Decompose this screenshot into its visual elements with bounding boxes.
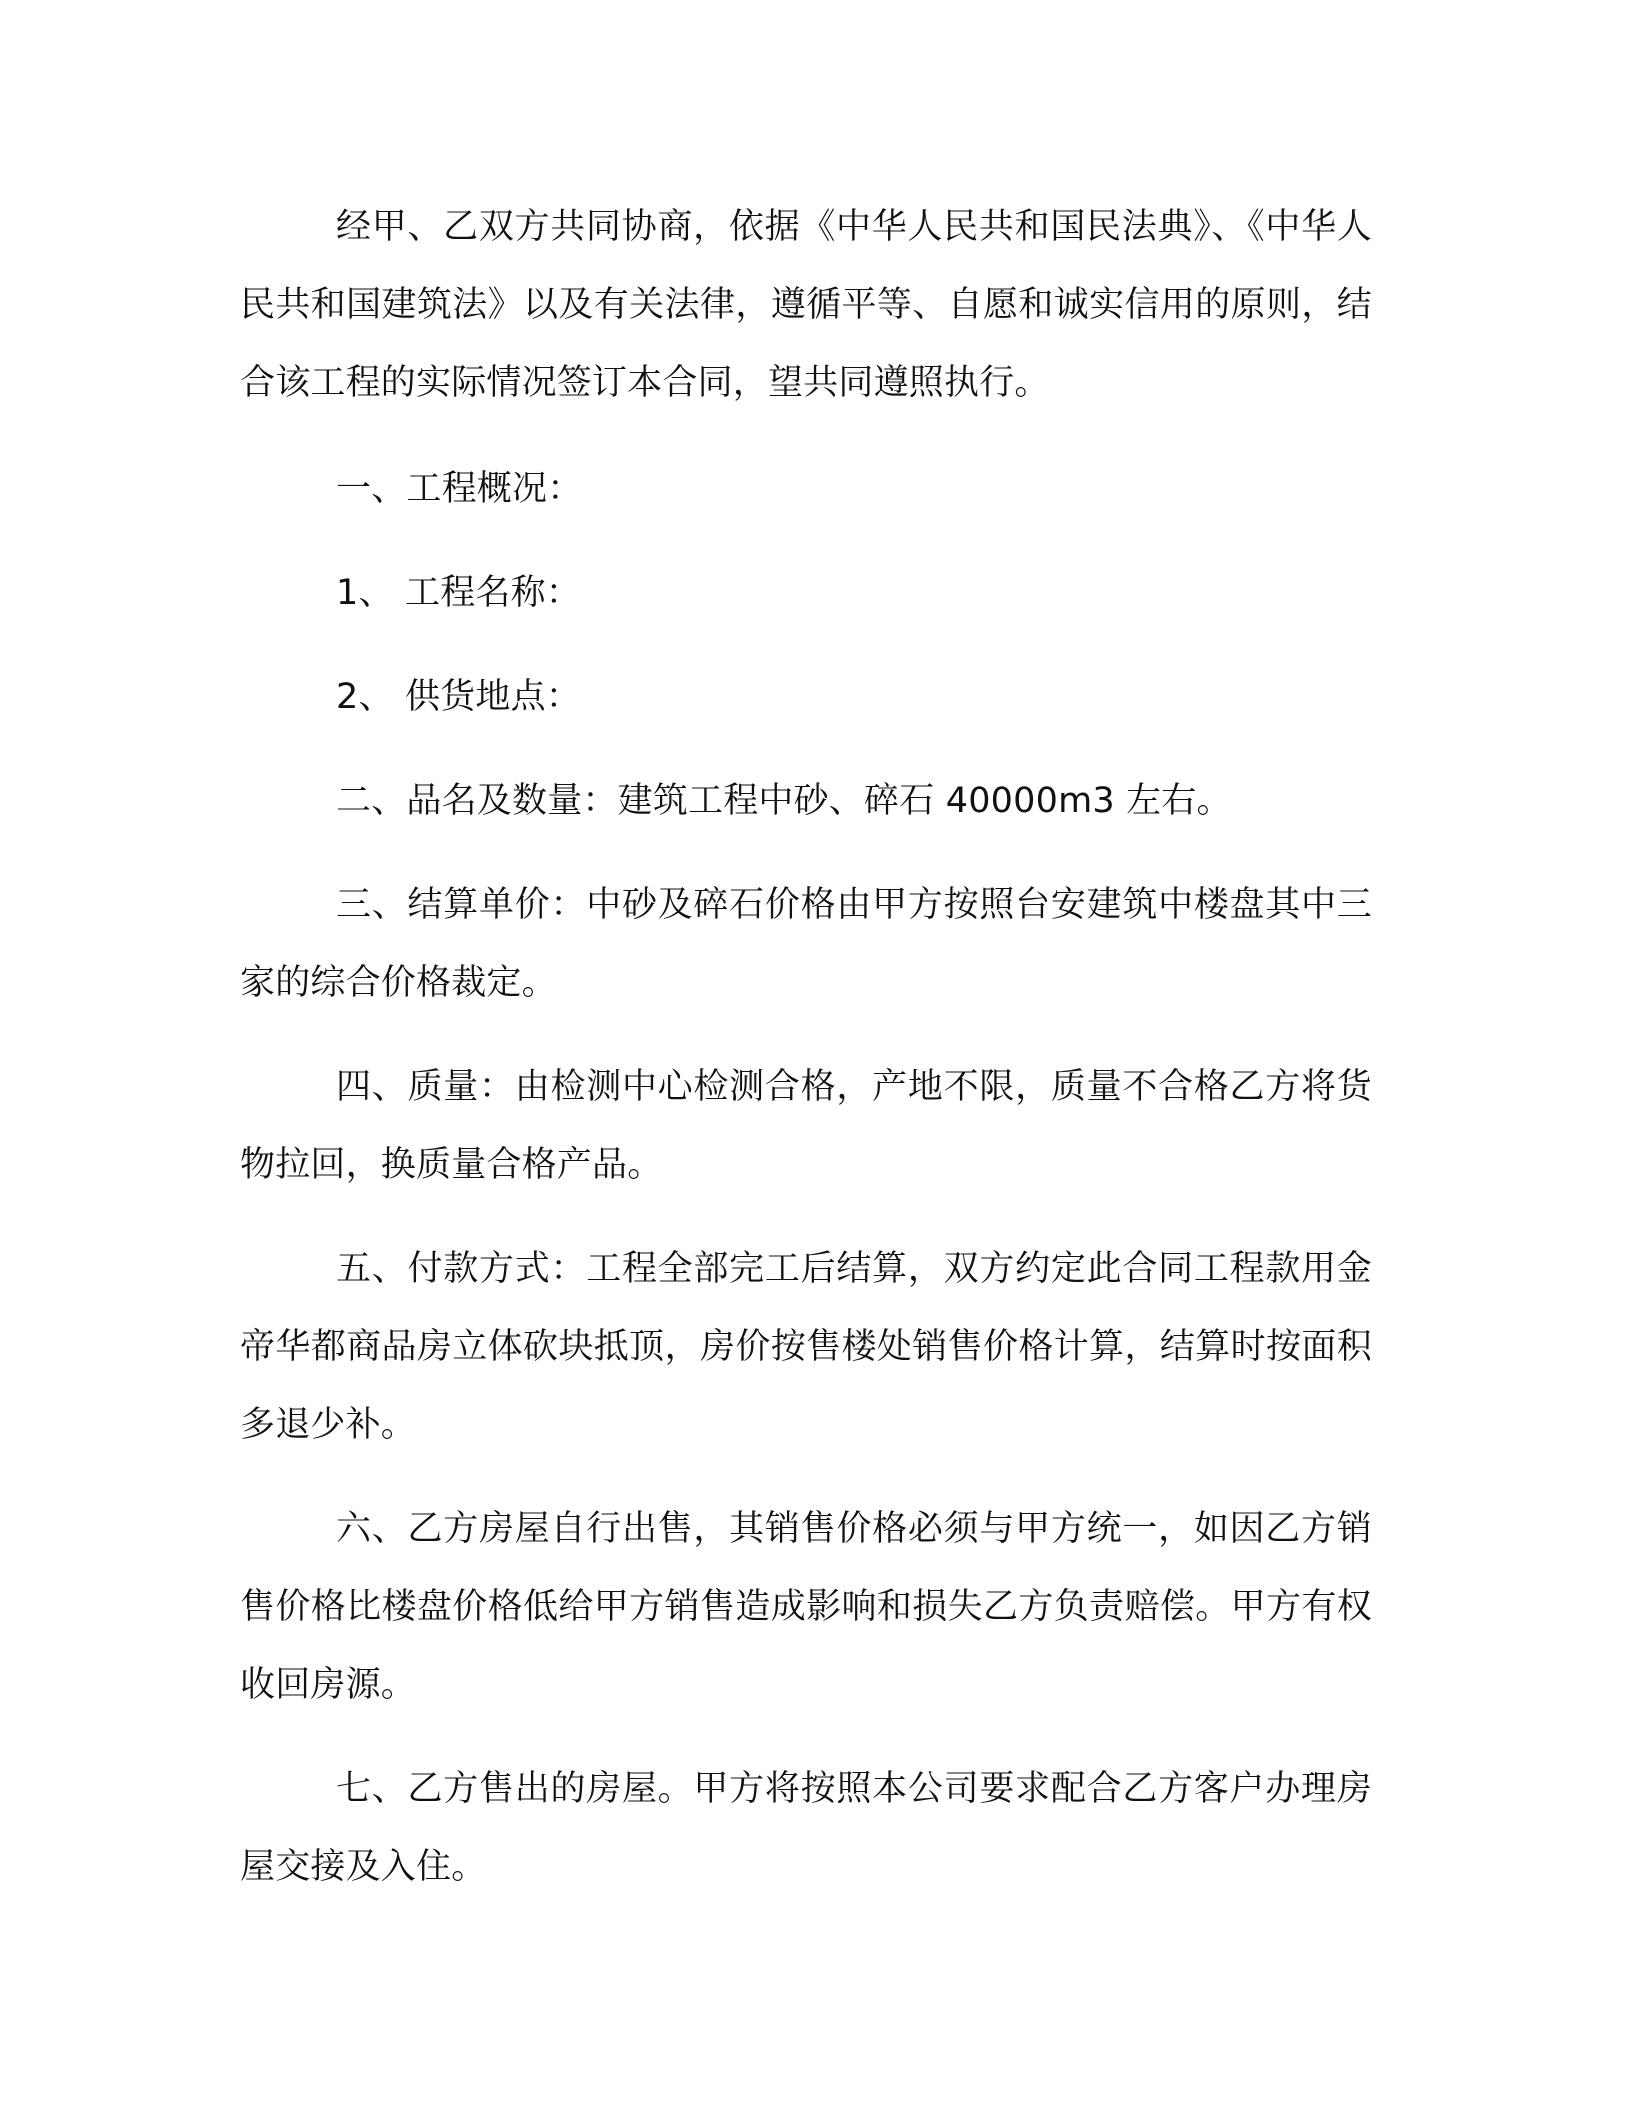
document-body xyxy=(240,188,1372,1906)
section-7-handover: 七、乙方售出的房屋。甲方将按照本公司要求配合乙方客户办理房屋交接及入住。 xyxy=(240,1769,1372,1887)
section-1-title: 一、工程概况： xyxy=(336,469,583,509)
section-4-quality: 四、质量：由检测中心检测合格，产地不限，质量不合格乙方将货物拉回，换质量合格产品。 xyxy=(240,1067,1372,1185)
section-3-unit-price: 三、结算单价：中砂及碎石价格由甲方按照台安建筑中楼盘其中三家的综合价格裁定。 xyxy=(240,885,1372,1003)
project-name-line: 1、 工程名称： xyxy=(336,573,581,613)
section-5-payment: 五、付款方式：工程全部完工后结算，双方约定此合同工程款用金帝华都商品房立体砍块抵顶，房价按售楼处销售价格计算，结算时按面积多退少补。 xyxy=(240,1249,1372,1445)
section-6-sales: 六、乙方房屋自行出售，其销售价格必须与甲方统一，如因乙方销售价格比楼盘价格低给甲方销售造成影响和损失乙方负责赔偿。甲方有权收回房源。 xyxy=(240,1509,1372,1705)
delivery-location-line: 2、 供货地点： xyxy=(336,677,581,717)
paragraph-intro: 经甲、乙双方共同协商，依据《中华人民共和国民法典》、《中华人民共和国建筑法》以及有关法律，遵循平等、自愿和诚实信用的原则，结合该工程的实际情况签订本合同，望共同遵照执行。 xyxy=(240,207,1372,403)
section-2-item-quantity: 二、品名及数量：建筑工程中砂、碎石 40000m3 左右。 xyxy=(336,781,1232,821)
